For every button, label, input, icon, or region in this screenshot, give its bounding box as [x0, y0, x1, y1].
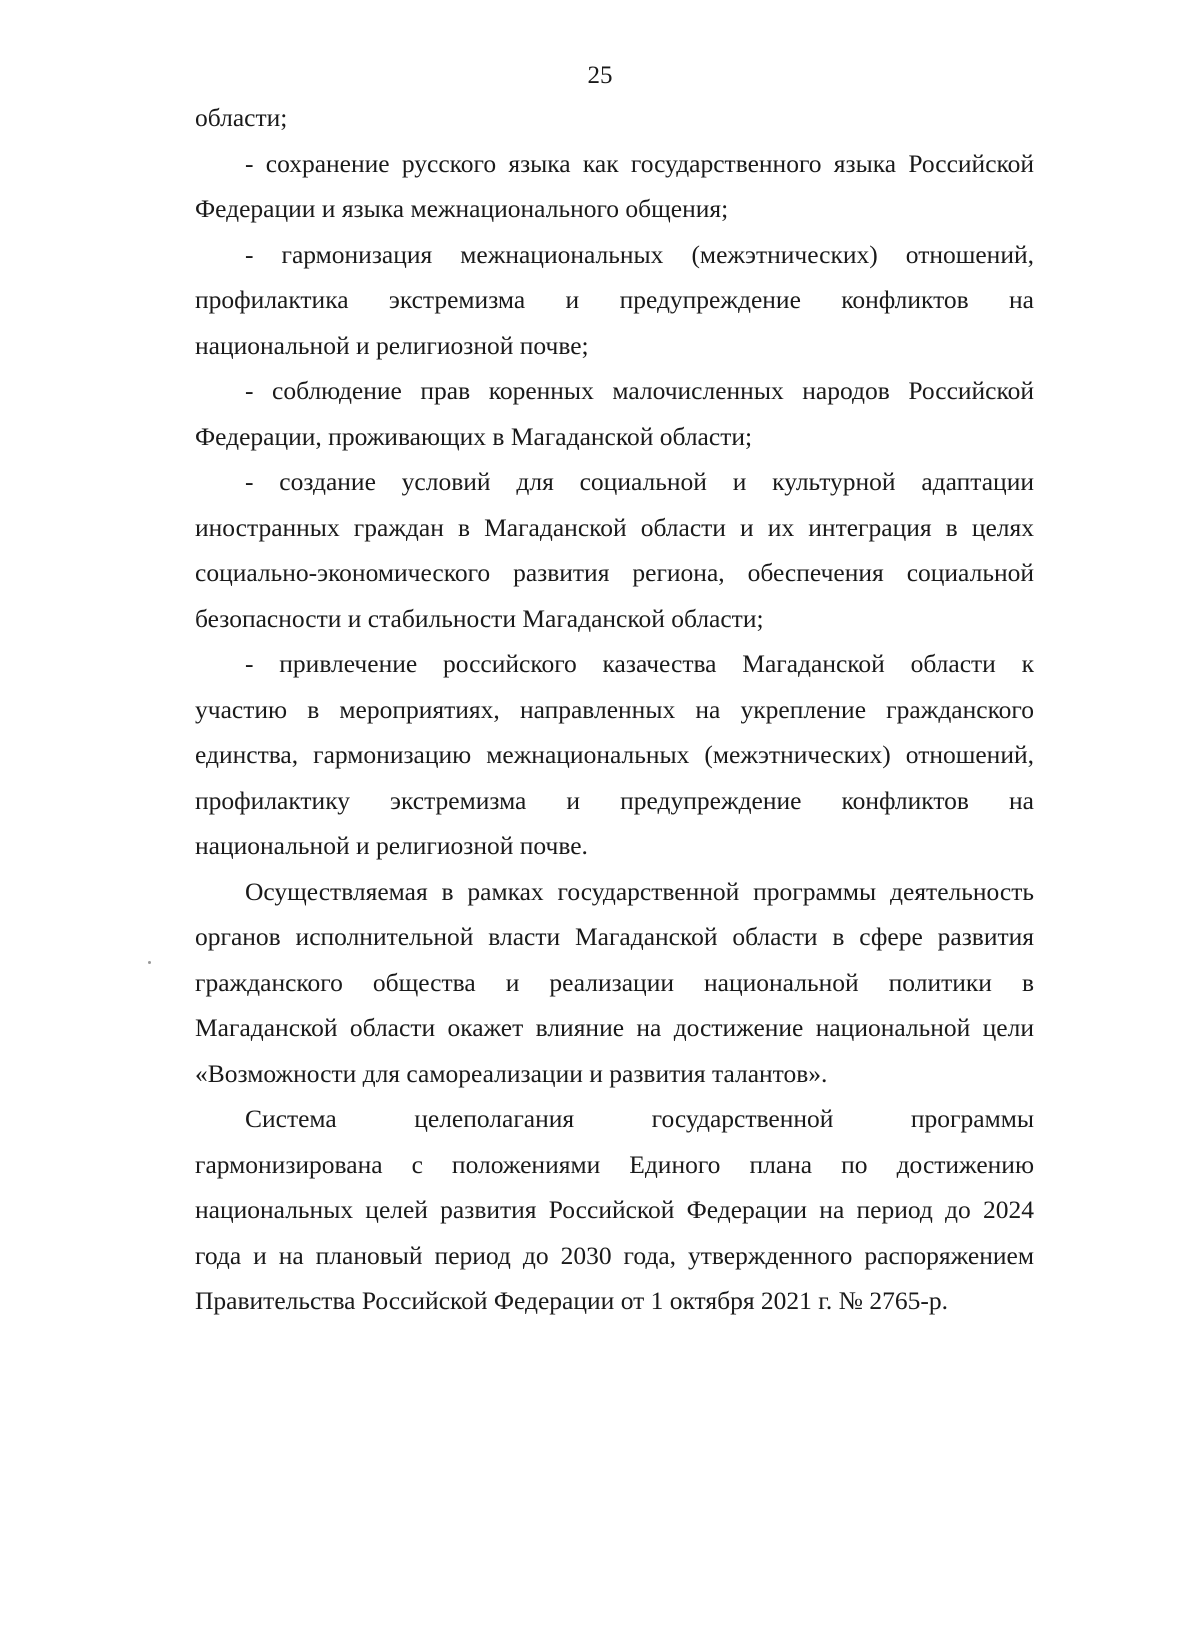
paragraph-program-activity [195, 869, 1034, 1097]
text-line: - привлечение российского казачества Магаданской области к [245, 649, 1034, 678]
text-line: национальных целей развития Российской Федерации на период до 2024 [195, 1195, 1034, 1224]
text-line: гражданского общества и реализации национальной политики в [195, 967, 1034, 997]
list-item-indigenous-rights [195, 368, 1034, 459]
text-line: профилактика экстремизма и предупреждение конфликтов на [195, 285, 1034, 314]
text-line: единства, гармонизацию межнациональных (межэтнических) отношений, [195, 740, 1034, 769]
text-line: - соблюдение прав коренных малочисленных народов Российской [245, 376, 1034, 405]
text-line: Федерации, проживающих в Магаданской области; [195, 421, 753, 451]
text-line: Правительства Российской Федерации от 1 октября 2021 г. № 2765-р. [195, 1286, 948, 1315]
text-line: гармонизирована с положениями Единого плана по достижению [195, 1149, 1034, 1179]
text-line: - создание условий для социальной и культурной адаптации [245, 467, 1034, 496]
text-line: национальной и религиозной почве; [195, 330, 589, 360]
text-line: года и на плановый период до 2030 года, утвержденного распоряжением [195, 1240, 1034, 1270]
text-line: иностранных граждан в Магаданской области и их интеграция в целях [195, 512, 1034, 542]
text-line: органов исполнительной власти Магаданской области в сфере развития [195, 922, 1034, 951]
text-line: профилактику экстремизма и предупреждение конфликтов на [195, 785, 1034, 815]
text-line: «Возможности для самореализации и развития талантов». [195, 1058, 828, 1088]
document-body [195, 95, 1034, 1324]
page-number: 25 [587, 62, 613, 89]
text-line: Федерации и языка межнационального общения; [195, 194, 729, 223]
text-line: Магаданской области окажет влияние на достижение национальной цели [195, 1013, 1034, 1042]
paragraph-goal-setting [195, 1096, 1034, 1324]
list-item-foreign-citizens [195, 459, 1034, 641]
text-line: участию в мероприятиях, направленных на укрепление гражданского [195, 694, 1034, 724]
text-line: безопасности и стабильности Магаданской области; [195, 603, 764, 633]
scan-artifact [148, 961, 151, 964]
text-line: Система целеполагания государственной программы [245, 1104, 1034, 1133]
text-line: социально-экономического развития региона, обеспечения социальной [195, 558, 1034, 587]
text-line: Осуществляемая в рамках государственной программы деятельность [245, 876, 1034, 906]
list-item-russian-language [195, 141, 1034, 232]
text-line: - гармонизация межнациональных (межэтнических) отношений, [245, 239, 1034, 269]
text-line: - сохранение русского языка как государственного языка Российской [245, 148, 1034, 178]
text-line: области; [195, 103, 288, 132]
text-line: национальной и религиозной почве. [195, 831, 588, 860]
paragraph-continuation [195, 95, 1034, 141]
list-item-harmonization [195, 232, 1034, 369]
list-item-cossacks [195, 641, 1034, 869]
